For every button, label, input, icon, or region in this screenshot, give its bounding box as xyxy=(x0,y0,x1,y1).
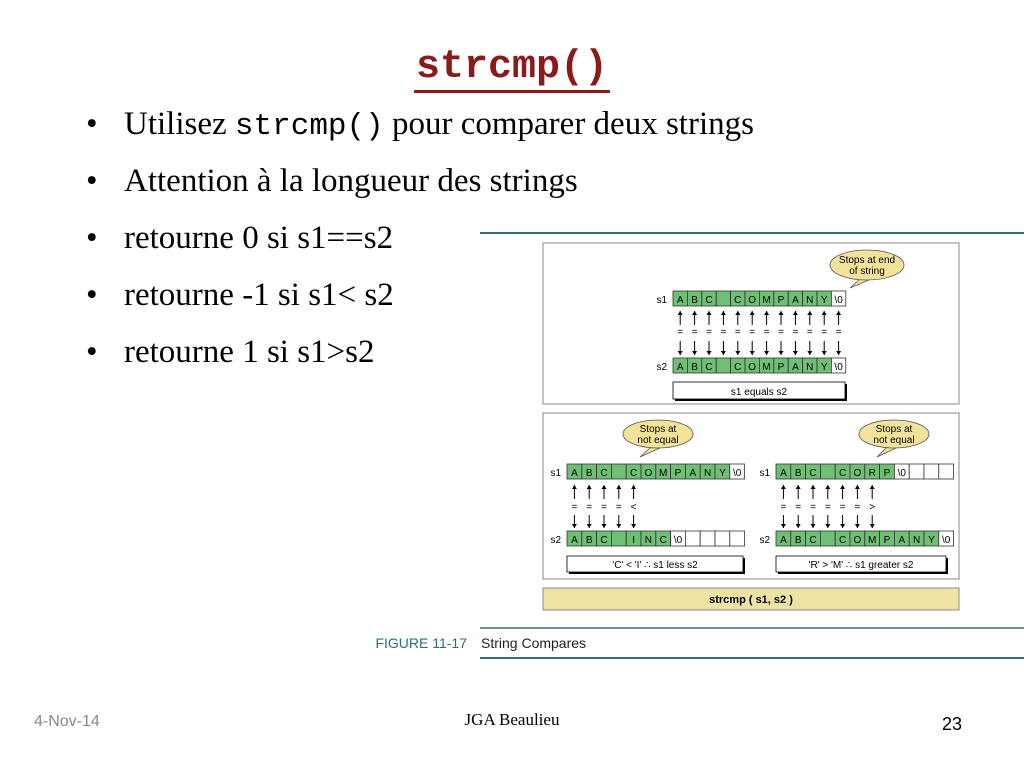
panel-equal-s1-cell-char: C xyxy=(705,295,713,306)
panel-equal-s2-label: s2 xyxy=(656,362,667,373)
panel-greater-s2-cell-char: C xyxy=(838,535,847,546)
panel-less-s2-cell-char: \0 xyxy=(673,535,683,546)
panel-less-s1-cell-char: P xyxy=(674,468,682,479)
panel-equal-s2-cell-char: P xyxy=(777,362,785,373)
panel-greater-s2-cell-char: P xyxy=(883,535,891,546)
compare-symbol: = xyxy=(835,327,842,338)
panel-less-s2-cell-char: N xyxy=(644,535,653,546)
panel-equal-s1-cell-char: \0 xyxy=(834,295,843,306)
bullet-text xyxy=(124,104,754,147)
panel-equal-s1-cell-char: M xyxy=(762,295,771,306)
panel-equal-s1-cell xyxy=(716,291,730,306)
compare-symbol: = xyxy=(763,327,770,338)
compare-symbol: = xyxy=(615,502,622,513)
panel-less-s2-cell xyxy=(685,531,700,546)
panel-less-s2-cell xyxy=(700,531,715,546)
slide-title-text: strcmp() xyxy=(414,45,610,93)
compare-symbol: = xyxy=(795,502,802,513)
panel-greater-s2-cell-char: N xyxy=(912,535,921,546)
bullet-glyph: • xyxy=(86,277,98,313)
panel-equal-s2-cell xyxy=(716,358,730,373)
panel-equal-s1-cell-char: Y xyxy=(820,295,828,306)
panel-greater-s1-cell xyxy=(909,464,924,479)
bullet-text-post: pour comparer deux strings xyxy=(383,106,754,142)
panel-less-s1-cell-char: C xyxy=(600,468,608,479)
panel-equal-s2-cell-char: C xyxy=(734,362,742,373)
panel-greater-s1-cell xyxy=(939,464,954,479)
panel-equal-s2-cell-char: B xyxy=(691,362,698,373)
compare-symbol: = xyxy=(677,327,684,338)
compare-symbol: = xyxy=(792,327,799,338)
panel-greater-s2-label: s2 xyxy=(759,535,770,546)
speech-bubble-text: Stops at end xyxy=(838,255,896,266)
string-compare-figure xyxy=(375,226,1024,666)
panel-equal-s1-cell-char: O xyxy=(748,295,757,306)
panel-less-s2-cell xyxy=(730,531,745,546)
speech-bubble-text: not equal xyxy=(637,435,679,446)
panel-less-s1-cell-char: C xyxy=(629,468,638,479)
panel-greater-s2-cell-char: M xyxy=(868,535,877,546)
panel-greater-s1-label: s1 xyxy=(759,468,770,479)
panel-equal-s1-cell-char: A xyxy=(792,295,799,306)
panel-less-s2-cell-char: B xyxy=(585,535,593,546)
bullet-text: Attention à la longueur des strings xyxy=(124,163,578,199)
panel-less-s1-cell-char: Y xyxy=(719,468,726,479)
compare-symbol: < xyxy=(630,502,637,513)
panel-equal-s1-label: s1 xyxy=(656,295,667,306)
compare-symbol: = xyxy=(854,502,861,513)
panel-equal-s1-cell-char: A xyxy=(676,295,684,306)
compare-symbol: = xyxy=(586,502,593,513)
panel-greater-s2-cell-char: A xyxy=(780,535,787,546)
panel-greater-s1-cell-char: B xyxy=(794,468,802,479)
panel-greater-s1-cell-char: C xyxy=(838,468,847,479)
panel-less-s1-cell xyxy=(611,464,626,479)
compare-symbol: = xyxy=(806,327,813,338)
panel-less-s2-cell-char: A xyxy=(571,535,578,546)
panel-greater-s1-cell-char: \0 xyxy=(897,468,906,479)
speech-bubble-text: of string xyxy=(849,266,885,277)
panel-equal-s1-cell-char: P xyxy=(777,295,785,306)
panel-equal-s2-cell-char: M xyxy=(762,362,771,373)
panel-less-s2-label: s2 xyxy=(550,535,561,546)
bullet-glyph: • xyxy=(86,220,98,256)
panel-equal-s1-cell-char: B xyxy=(691,295,698,306)
panel-greater-s2-cell-char: B xyxy=(794,535,802,546)
panel-less-s1-cell-char: O xyxy=(644,468,653,479)
panel-greater-s1-cell xyxy=(924,464,939,479)
compare-symbol: = xyxy=(691,327,698,338)
panel-less-s1-label: s1 xyxy=(550,468,561,479)
panel-greater-s1-cell-char: A xyxy=(780,468,787,479)
panel-less-s2-cell-char: C xyxy=(659,535,667,546)
compare-symbol: = xyxy=(571,502,578,513)
compare-symbol: = xyxy=(780,502,787,513)
panel-less-s1-cell-char: \0 xyxy=(733,468,742,479)
panel-equal-s2-cell-char: Y xyxy=(820,362,828,373)
speech-bubble-text: not equal xyxy=(873,435,915,446)
panel-less-s1-cell-char: N xyxy=(703,468,712,479)
compare-symbol: = xyxy=(810,502,816,513)
compare-symbol: = xyxy=(839,502,846,513)
result-text: 'C' < 'I' ∴ s1 less s2 xyxy=(612,560,698,571)
panel-less-s2-cell xyxy=(715,531,730,546)
panel-less-s1-cell-char: A xyxy=(689,468,697,479)
figure-number: FIGURE 11-17 xyxy=(375,635,467,651)
bullet-glyph: • xyxy=(86,334,98,370)
panel-less-s2-cell xyxy=(611,531,626,546)
panel-greater-s2-cell-char: A xyxy=(898,535,906,546)
bullet-text: retourne 0 si s1==s2 xyxy=(124,220,394,256)
compare-symbol: = xyxy=(778,327,784,338)
panel-greater-s2-cell xyxy=(820,531,835,546)
bullet-glyph: • xyxy=(86,163,98,199)
compare-symbol: = xyxy=(601,502,607,513)
panel-greater-s2-cell-char: O xyxy=(853,535,862,546)
footer-author: JGA Beaulieu xyxy=(464,710,560,729)
panel-equal-s2-cell-char: O xyxy=(748,362,757,373)
panel-less-s1-cell-char: A xyxy=(571,468,578,479)
panel-equal-s2-cell-char: C xyxy=(705,362,713,373)
bullet-text: retourne -1 si s1< s2 xyxy=(124,277,394,313)
compare-symbol: = xyxy=(720,327,727,338)
panel-greater-s1-cell-char: C xyxy=(809,468,817,479)
speech-bubble-text: Stops at xyxy=(875,424,913,435)
result-text: 'R' > 'M' ∴ s1 greater s2 xyxy=(808,560,914,571)
compare-symbol: > xyxy=(869,502,876,513)
panel-less-s1-cell-char: M xyxy=(659,468,668,479)
inline-code: strcmp() xyxy=(234,109,384,144)
result-text: s1 equals s2 xyxy=(730,387,788,398)
speech-bubble-text: Stops at xyxy=(639,424,677,435)
panel-greater-s1-cell-char: R xyxy=(868,468,876,479)
panel-greater-s1-cell-char: O xyxy=(853,468,862,479)
slide-title xyxy=(0,44,1024,92)
figure-title: String Compares xyxy=(481,635,587,651)
panel-equal-s2-cell-char: A xyxy=(792,362,799,373)
panel-equal-s1-cell-char: N xyxy=(806,295,814,306)
panel-less-s1-cell-char: B xyxy=(585,468,593,479)
panel-equal-s1-cell-char: C xyxy=(734,295,742,306)
panel-greater-s2-cell-char: Y xyxy=(928,535,935,546)
bullet-glyph: • xyxy=(86,106,98,142)
panel-equal-s2-cell-char: N xyxy=(806,362,814,373)
compare-symbol: = xyxy=(824,502,831,513)
panel-less-s2-cell-char: C xyxy=(600,535,608,546)
footer-date: 4-Nov-14 xyxy=(34,713,100,730)
panel-greater-s1-cell-char: P xyxy=(883,468,891,479)
panel-greater-s2-cell-char: \0 xyxy=(942,535,951,546)
compare-symbol: = xyxy=(706,327,712,338)
panel-equal-s2-cell-char: A xyxy=(676,362,684,373)
panel-greater-s2-cell-char: C xyxy=(809,535,817,546)
compare-symbol: = xyxy=(749,327,756,338)
compare-symbol: = xyxy=(734,327,741,338)
function-label: strcmp ( s1, s2 ) xyxy=(709,594,793,606)
bullet-text-pre: Utilisez xyxy=(124,106,235,142)
page-number: 23 xyxy=(942,714,963,734)
panel-greater-s1-cell xyxy=(820,464,835,479)
compare-symbol: = xyxy=(821,327,828,338)
panel-equal-s2-cell-char: \0 xyxy=(834,362,843,373)
bullet-text: retourne 1 si s1>s2 xyxy=(124,334,375,370)
panel-less-s2-cell-char: I xyxy=(632,535,635,546)
